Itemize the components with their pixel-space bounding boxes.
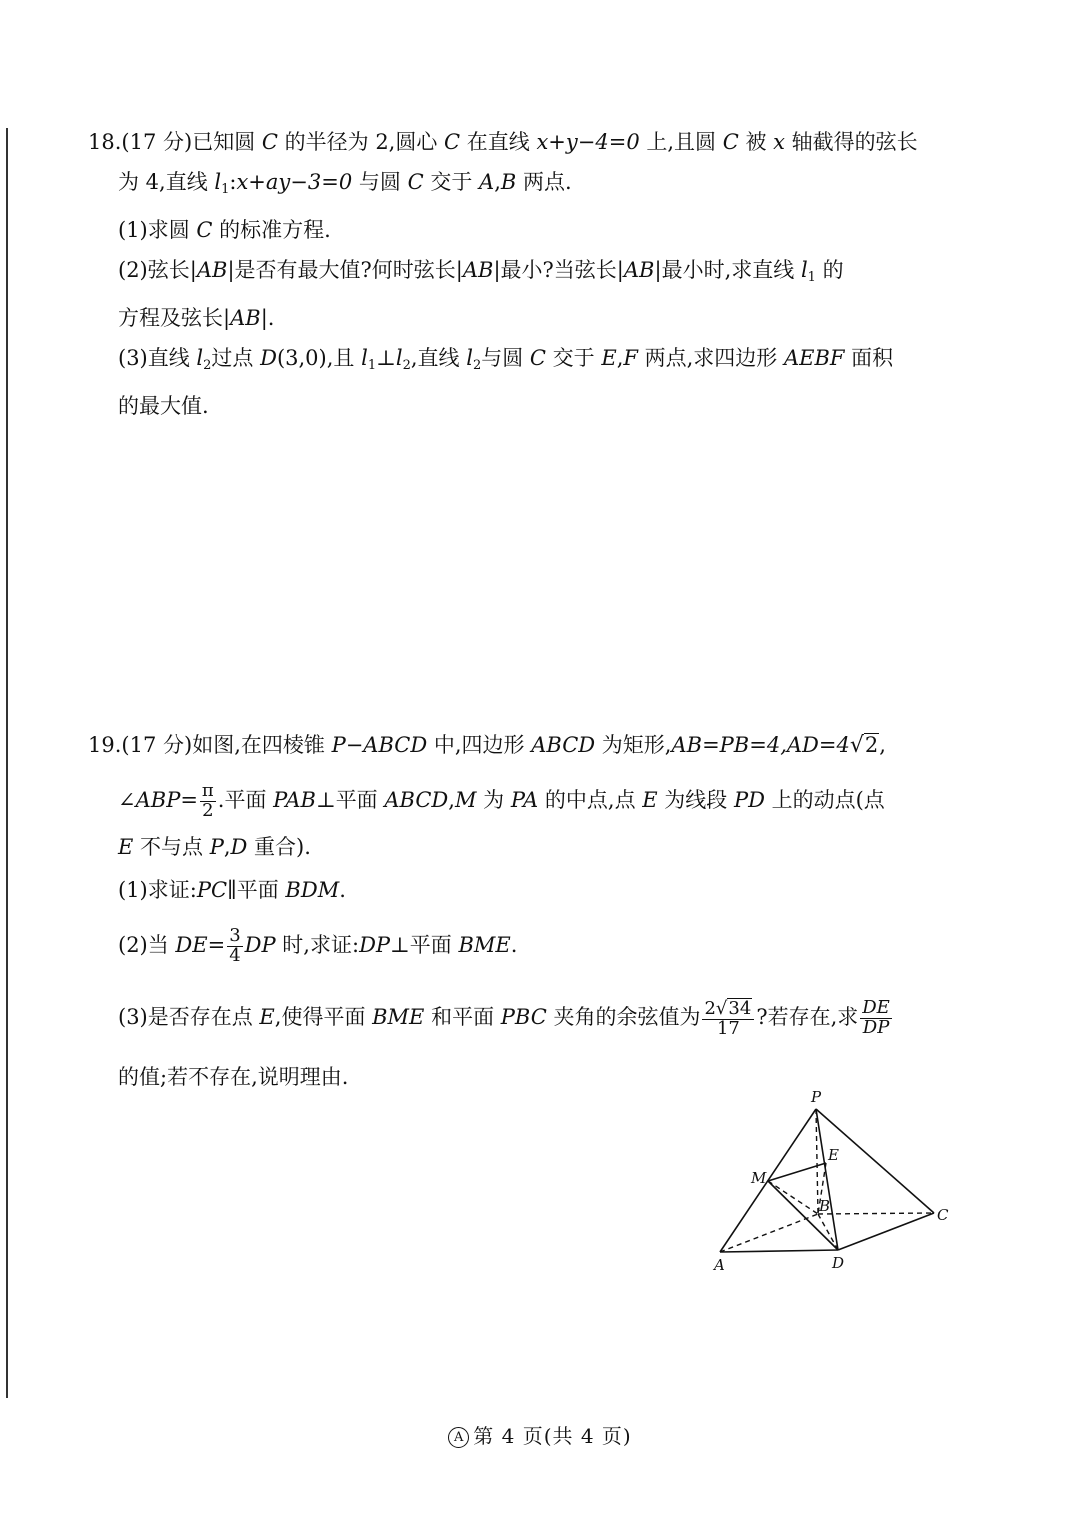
- p18-text: ,且: [326, 346, 362, 370]
- p18-q2-cont: [88, 298, 958, 338]
- p18-q1: [88, 210, 958, 250]
- p19-text: 的值;若不存在,说明理由.: [118, 1065, 349, 1089]
- edge-BC-hidden: [818, 1213, 934, 1214]
- subscript: 1: [367, 358, 377, 373]
- p19-text: 上的动点(点: [764, 788, 885, 812]
- p19-text: ,: [448, 788, 455, 812]
- var-l: l: [800, 258, 808, 282]
- edge-AD: [720, 1250, 838, 1252]
- p18-text: |.: [260, 306, 275, 330]
- var-AB: AB: [230, 306, 261, 330]
- var-A: A: [479, 170, 495, 194]
- p19-text: 为矩形,: [595, 733, 672, 757]
- p19-text: ,使得平面: [274, 1005, 373, 1029]
- p18-text: 两点.: [516, 170, 572, 194]
- p19-line-2: [88, 773, 958, 827]
- label-A: A: [714, 1256, 725, 1274]
- var-C: C: [444, 130, 461, 154]
- label-E: E: [828, 1146, 839, 1164]
- p19-text: 为线段: [657, 788, 734, 812]
- var-AB: AB: [623, 258, 655, 282]
- p18-text: |最小时,求直线: [654, 258, 801, 282]
- var-ABCD: ABCD: [384, 788, 449, 812]
- p18-text: 与圆: [481, 346, 530, 370]
- p18-text: 在直线: [460, 130, 537, 154]
- var-PAB: PAB: [273, 788, 316, 812]
- var-AB: AB: [196, 258, 228, 282]
- frac-num: π: [201, 780, 214, 802]
- p18-text: :: [229, 170, 237, 194]
- p18-text: 的: [815, 258, 844, 282]
- equals-sign: =: [207, 933, 226, 957]
- p19-text: .: [510, 933, 518, 957]
- p18-text: 面积: [844, 346, 894, 370]
- p19-points: (17 分): [121, 733, 193, 757]
- p19-text: 为: [476, 788, 511, 812]
- sqrt-radicand: 34: [728, 998, 752, 1020]
- paper-version-badge: A: [448, 1427, 469, 1448]
- label-C: C: [937, 1206, 949, 1224]
- var-C: C: [407, 170, 424, 194]
- var-E: E: [259, 1005, 275, 1029]
- fraction-pi-over-2: [200, 782, 216, 821]
- p19-text: 平面: [236, 878, 286, 902]
- var-F: F: [623, 346, 638, 370]
- point-coord: (3,0): [276, 346, 327, 370]
- var-M: M: [454, 788, 477, 812]
- coef: 2: [704, 998, 716, 1020]
- var-BME: BME: [372, 1005, 425, 1029]
- p19-line-3: [88, 827, 958, 867]
- var-D: D: [230, 835, 248, 859]
- var-AEBF: AEBF: [783, 346, 845, 370]
- parallel-symbol: ∥: [227, 878, 237, 902]
- var-C: C: [196, 218, 213, 242]
- p18-text: 方程及弦长|: [118, 306, 231, 330]
- edge-AB-hidden: [720, 1214, 818, 1252]
- var-l: l: [395, 346, 403, 370]
- var-C: C: [261, 130, 278, 154]
- p19-text: 的中点,点: [538, 788, 643, 812]
- var-PA: PA: [510, 788, 539, 812]
- var-DP: DP: [359, 933, 391, 957]
- var-PBC: PBC: [500, 1005, 547, 1029]
- var-l: l: [214, 170, 222, 194]
- perp-symbol: ⊥: [315, 788, 336, 812]
- fraction-3-over-4: [227, 927, 242, 966]
- p18-text: 交于: [545, 346, 602, 370]
- p18-text: ,: [494, 170, 501, 194]
- subscript: 2: [402, 358, 411, 373]
- p18-text: ,: [616, 346, 624, 370]
- label-D: D: [832, 1254, 845, 1272]
- p19-text: 平面: [409, 933, 459, 957]
- p18-text: 已知圆: [192, 130, 262, 154]
- p18-number: 18.: [88, 130, 122, 154]
- p19-text: .: [339, 878, 346, 902]
- p18-text: 的最大值.: [118, 394, 209, 418]
- page-footer: [0, 1420, 1080, 1449]
- var-AB: AB: [462, 258, 494, 282]
- var-C: C: [529, 346, 546, 370]
- p18-text: (1)求圆: [118, 218, 197, 242]
- page-number: 第 4 页(共 4 页): [473, 1424, 632, 1448]
- frac-num: [702, 998, 754, 1020]
- l1-equation: x+ay−3=0: [236, 170, 353, 194]
- p19-text: (3)是否存在点: [118, 1005, 260, 1029]
- p19-text: ,: [879, 733, 886, 757]
- var-C: C: [722, 130, 739, 154]
- var-l: l: [466, 346, 473, 370]
- pyramid-figure: [700, 1082, 970, 1282]
- sqrt-sign: √: [849, 733, 864, 758]
- p18-text: 被: [738, 130, 774, 154]
- var-BDM: BDM: [285, 878, 340, 902]
- frac-den: 2: [202, 800, 214, 821]
- p18-text: (3)直线: [118, 346, 197, 370]
- p19-text: 如图,在四棱锥: [192, 733, 332, 757]
- label-M: M: [751, 1169, 767, 1187]
- subscript: 1: [221, 182, 230, 197]
- p18-q3: [88, 338, 958, 386]
- p18-q2: [88, 250, 958, 298]
- var-E: E: [601, 346, 617, 370]
- sqrt-sign: √: [715, 998, 728, 1020]
- p18-line-2: [88, 162, 958, 210]
- label-P: P: [811, 1088, 822, 1106]
- p19-text: ,: [223, 835, 231, 859]
- edge-DC: [838, 1213, 934, 1250]
- frac-den: DP: [862, 1017, 890, 1038]
- p18-text: 轴截得的弦长: [785, 130, 918, 154]
- p19-text: 时,求证:: [275, 933, 360, 957]
- p18-line-1: [88, 122, 958, 162]
- p18-text: 两点,求四边形: [637, 346, 784, 370]
- sqrt-radicand: 2: [864, 733, 879, 757]
- p18-text: 的半径为 2,圆心: [277, 130, 445, 154]
- frac-den: 4: [229, 945, 241, 966]
- p18-text: (2)弦长|: [118, 258, 197, 282]
- p19-q1: [88, 867, 958, 913]
- var-D: D: [260, 346, 277, 370]
- p19-q3: [88, 977, 958, 1057]
- var-ABCD: ABCD: [531, 733, 596, 757]
- p19-text: .平面: [217, 788, 274, 812]
- p19-line-1: [88, 718, 958, 773]
- angle-ABP: ∠ABP=: [118, 788, 198, 812]
- var-E: E: [118, 835, 134, 859]
- var-l: l: [196, 346, 204, 370]
- perp-symbol: ⊥: [390, 933, 410, 957]
- subscript: 2: [203, 358, 212, 373]
- p19-text: (1)求证:: [118, 878, 197, 902]
- p19-q2: [88, 913, 958, 977]
- p18-text: 交于: [423, 170, 480, 194]
- subscript: 2: [472, 358, 482, 373]
- p19-number: 19.: [88, 733, 122, 757]
- perp-symbol: ⊥: [376, 346, 396, 370]
- problem-18: [88, 122, 958, 426]
- problem-19: [88, 718, 958, 1097]
- left-margin-rule: [6, 128, 8, 1398]
- var-l: l: [361, 346, 368, 370]
- p19-text: 重合).: [247, 835, 311, 859]
- p18-text: |最小?当弦长|: [493, 258, 624, 282]
- lengths-equation: AB=PB=4,AD=4: [671, 733, 850, 757]
- segment-MD: [768, 1181, 838, 1250]
- var-PC: PC: [196, 878, 228, 902]
- var-E: E: [642, 788, 658, 812]
- frac-den: 17: [716, 1018, 740, 1039]
- p18-text: 上,且圆: [639, 130, 723, 154]
- var-DP: DP: [244, 933, 276, 957]
- frac-num: DE: [862, 997, 890, 1019]
- subscript: 1: [807, 270, 816, 285]
- p18-q3-cont: [88, 386, 958, 426]
- p18-text: 为 4,直线: [118, 170, 215, 194]
- frac-num: 3: [229, 925, 241, 947]
- fraction-DE-DP: [860, 999, 892, 1038]
- label-B: B: [819, 1197, 831, 1215]
- p19-text: ?若存在,求: [756, 1005, 859, 1029]
- p18-text: 过点: [211, 346, 261, 370]
- p18-text: 与圆: [352, 170, 408, 194]
- var-BME: BME: [458, 933, 511, 957]
- p19-text: 平面: [335, 788, 385, 812]
- p18-text: 的标准方程.: [212, 218, 331, 242]
- var-B: B: [500, 170, 517, 194]
- p19-text: 夹角的余弦值为: [546, 1005, 701, 1029]
- p19-text: 和平面: [424, 1005, 501, 1029]
- var-pyramid: P−ABCD: [331, 733, 428, 757]
- fraction-cosine: [702, 998, 754, 1039]
- segment-MB-hidden: [768, 1181, 818, 1214]
- p19-text: 不与点: [133, 835, 210, 859]
- edge-PD: [816, 1109, 838, 1250]
- p18-points: (17 分): [121, 130, 193, 154]
- p18-text: |是否有最大值?何时弦长|: [227, 258, 463, 282]
- p19-text: 中,四边形: [427, 733, 532, 757]
- var-x: x: [773, 130, 785, 154]
- var-DE: DE: [175, 933, 208, 957]
- p19-text: (2)当: [118, 933, 176, 957]
- var-PD: PD: [733, 788, 765, 812]
- var-P: P: [209, 835, 224, 859]
- p18-text: ,直线: [410, 346, 467, 370]
- line-equation: x+y−4=0: [536, 130, 640, 154]
